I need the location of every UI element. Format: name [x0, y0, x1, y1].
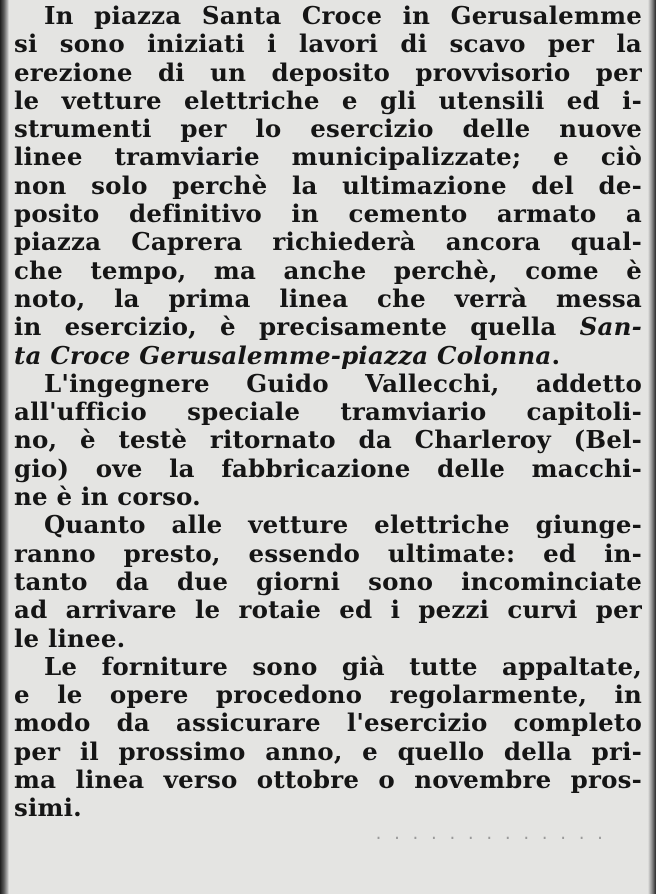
- text-line: tanto da due giorni sono incominciate: [14, 567, 642, 596]
- text-line: no, è testè ritornato da Charleroy (Bel-: [14, 426, 642, 455]
- text-line: noto, la prima linea che verrà messa: [14, 284, 642, 313]
- italic-place-name: ta Croce Gerusalemme-piazza Colonna: [14, 341, 552, 370]
- text-line: all'ufficio speciale tramviario capitoli-: [14, 398, 642, 427]
- article-body: [14, 2, 642, 844]
- text-line: si sono iniziati i lavori di scavo per la: [14, 30, 642, 59]
- italic-place-name: San-: [579, 313, 642, 342]
- text-line: In piazza Santa Croce in Gerusalemme: [44, 2, 642, 30]
- text-line: gio) ove la fabbricazione delle macchi-: [14, 454, 642, 483]
- text-line: per il prossimo anno, e quello della pri-: [14, 737, 642, 766]
- scan-edge-right: [648, 0, 656, 894]
- text-line: [14, 313, 642, 341]
- text-line: le vetture elettriche e gli utensili ed i-: [14, 86, 642, 115]
- text-line: Quanto alle vetture elettriche giunge-: [44, 511, 642, 540]
- text-line: non solo perchè la ultimazione del de-: [14, 171, 642, 200]
- text-line: posito definitivo in cemento armato a: [14, 200, 642, 229]
- text-line: le linee.: [14, 624, 126, 653]
- text-line: simi.: [14, 794, 82, 823]
- text-line: ma linea verso ottobre o novembre pros-: [14, 766, 642, 795]
- text-line: ranno presto, essendo ultimate: ed in-: [14, 539, 642, 568]
- bleed-through-trailer: . . . . . . . . . . . . .: [374, 824, 605, 843]
- text-fragment: .: [551, 341, 561, 370]
- text-line: ne è in corso.: [14, 483, 201, 512]
- text-line: Le forniture sono già tutte appaltate,: [44, 652, 642, 681]
- text-line: [14, 342, 642, 370]
- text-line: piazza Caprera richiederà ancora qual-: [14, 228, 642, 257]
- text-line: ad arrivare le rotaie ed i pezzi curvi per: [14, 596, 642, 625]
- text-line: che tempo, ma anche perchè, come è: [14, 256, 642, 285]
- text-line: strumenti per lo esercizio delle nuove: [14, 115, 642, 144]
- text-line: e le opere procedono regolarmente, in: [14, 681, 642, 710]
- text-line: L'ingegnere Guido Vallecchi, addetto: [44, 369, 642, 398]
- text-line: modo da assicurare l'esercizio completo: [14, 709, 642, 738]
- scan-edge-left: [0, 0, 9, 894]
- text-line: linee tramviarie municipalizzate; e ciò: [14, 143, 642, 172]
- text-fragment: in esercizio, è precisamente quella: [14, 313, 580, 342]
- text-line: erezione di un deposito provvisorio per: [14, 58, 642, 87]
